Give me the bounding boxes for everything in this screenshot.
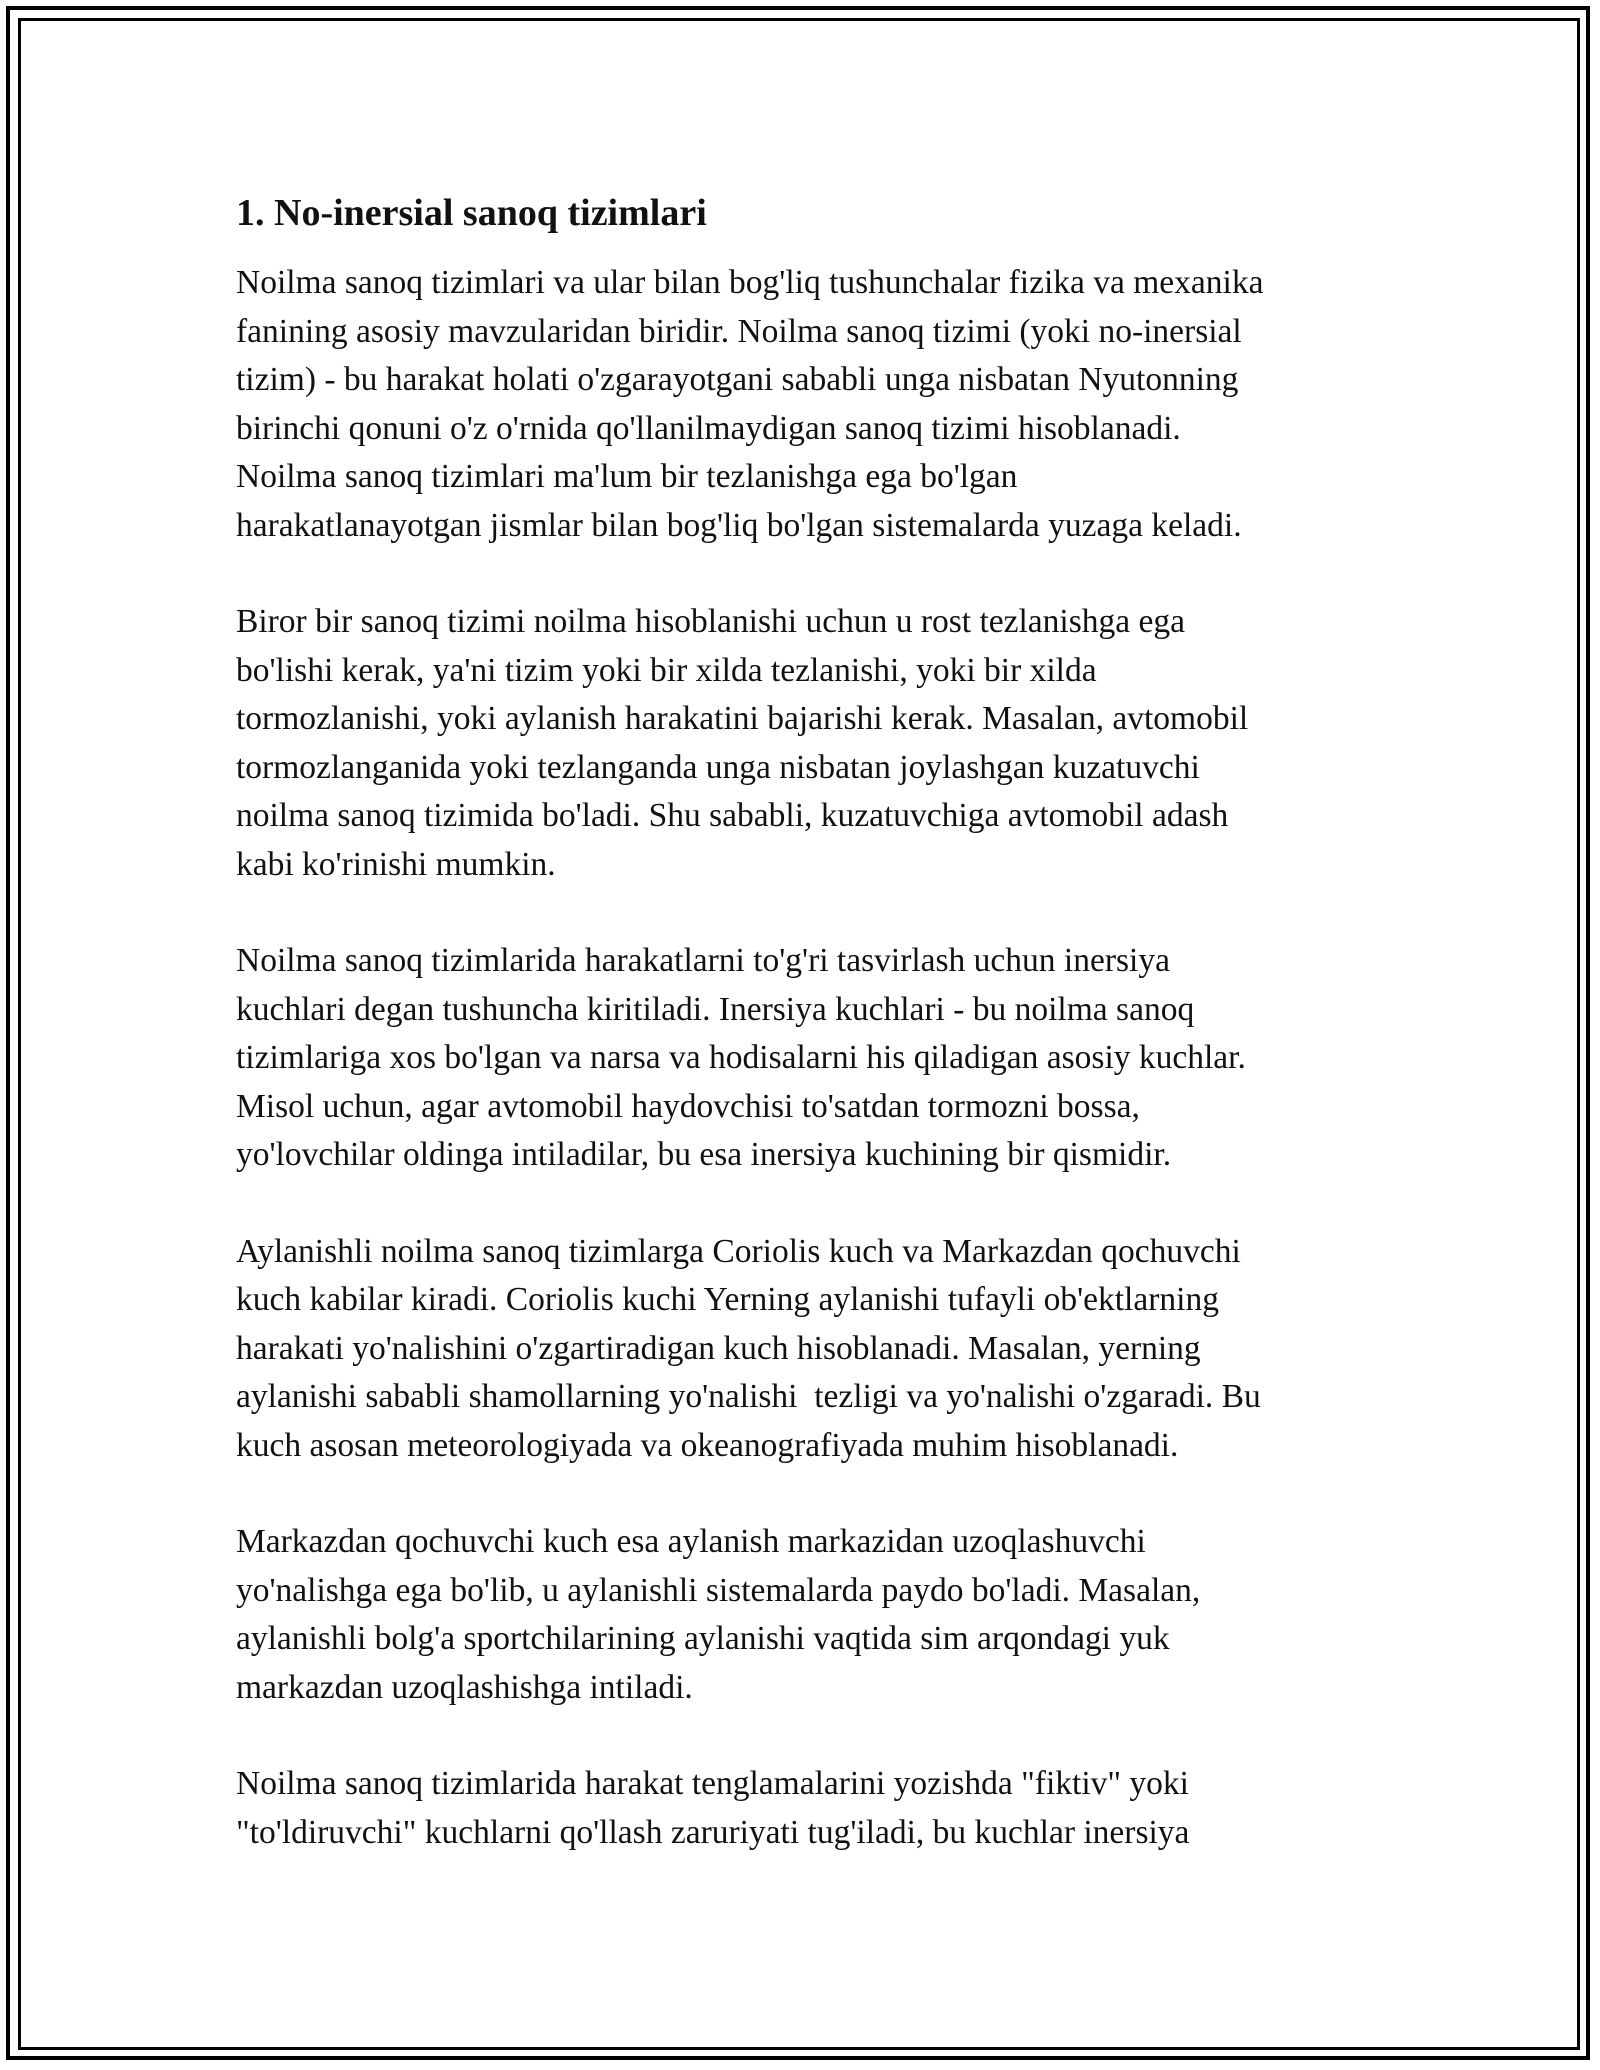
paragraph-line: kuchlari degan tushuncha kiritiladi. Inersiya kuchlari - bu noilma sanoq xyxy=(236,990,1195,1028)
paragraph-line: tizim) - bu harakat holati o'zgarayotgani sababli unga nisbatan Nyutonning xyxy=(236,361,1239,398)
paragraph-line: yo'lovchilar oldinga intiladilar, bu esa inersiya kuchining bir qismidir. xyxy=(236,1136,1172,1173)
paragraph xyxy=(236,1518,1386,1712)
paragraph-line: harakatlanayotgan jismlar bilan bog'liq bo'lgan sistemalarda yuzaga keladi. xyxy=(236,506,1242,544)
paragraph xyxy=(236,259,1386,550)
paragraph-line: kuch kabilar kiradi. Coriolis kuchi Yerning aylanishi tufayli ob'ektlarning xyxy=(236,1281,1219,1318)
paragraph xyxy=(236,1228,1386,1471)
paragraph-line: tormozlanganida yoki tezlanganda unga nisbatan joylashgan kuzatuvchi xyxy=(236,748,1200,786)
paragraph-line: harakati yo'nalishini o'zgartiradigan kuch hisoblanadi. Masalan, yerning xyxy=(236,1329,1201,1367)
document-body xyxy=(236,185,1386,1905)
paragraph-line: markazdan uzoqlashishga intiladi. xyxy=(236,1668,693,1706)
paragraph xyxy=(236,598,1386,889)
paragraph-line: kuch asosan meteorologiyada va okeanografiyada muhim hisoblanadi. xyxy=(236,1426,1179,1464)
section-heading: 1. No-inersial sanoq tizimlari xyxy=(236,192,707,234)
paragraph-line: tormozlanishi, yoki aylanish harakatini bajarishi kerak. Masalan, avtomobil xyxy=(236,700,1249,737)
paragraph-line: Biror bir sanoq tizimi noilma hisoblanishi uchun u rost tezlanishga ega xyxy=(236,603,1185,640)
paragraph-line: yo'nalishga ega bo'lib, u aylanishli sistemalarda paydo bo'ladi. Masalan, xyxy=(236,1571,1201,1609)
paragraph-line: noilma sanoq tizimida bo'ladi. Shu sababli, kuzatuvchiga avtomobil adash xyxy=(236,797,1229,834)
paragraph-line: birinchi qonuni o'z o'rnida qo'llanilmaydigan sanoq tizimi hisoblanadi. xyxy=(236,409,1181,447)
paragraph-line: aylanishi sababli shamollarning yo'nalishi tezligi va yo'nalishi o'zgaradi. Bu xyxy=(236,1378,1261,1415)
paragraph-line: kabi ko'rinishi mumkin. xyxy=(236,845,556,883)
paragraph-line: Aylanishli noilma sanoq tizimlarga Coriolis kuch va Markazdan qochuvchi xyxy=(236,1232,1241,1270)
paragraph-line: Markazdan qochuvchi kuch esa aylanish markazidan uzoqlashuvchi xyxy=(236,1523,1146,1560)
paragraph xyxy=(236,1760,1386,1857)
paragraph-line: "to'ldiruvchi" kuchlarni qo'llash zaruriyati tug'iladi, bu kuchlar inersiya xyxy=(236,1813,1190,1851)
paragraph-line: fanining asosiy mavzularidan biridir. Noilma sanoq tizimi (yoki no-inersial xyxy=(236,312,1242,350)
paragraph xyxy=(236,937,1386,1180)
paragraph-line: Noilma sanoq tizimlari ma'lum bir tezlanishga ega bo'lgan xyxy=(236,458,1018,495)
paragraph-line: aylanishli bolg'a sportchilarining aylanishi vaqtida sim arqondagi yuk xyxy=(236,1620,1170,1657)
paragraph-line: Noilma sanoq tizimlarida harakatlarni to'g'ri tasvirlash uchun inersiya xyxy=(236,942,1170,979)
paragraph-line: tizimlariga xos bo'lgan va narsa va hodisalarni his qiladigan asosiy kuchlar. xyxy=(236,1039,1246,1076)
paragraph-line: bo'lishi kerak, ya'ni tizim yoki bir xilda tezlanishi, yoki bir xilda xyxy=(236,651,1097,689)
paragraph-line: Misol uchun, agar avtomobil haydovchisi to'satdan tormozni bossa, xyxy=(236,1087,1140,1125)
paragraph-line: Noilma sanoq tizimlari va ular bilan bog'liq tushunchalar fizika va mexanika xyxy=(236,264,1264,301)
paragraph-list xyxy=(236,259,1386,1857)
paragraph-line: Noilma sanoq tizimlarida harakat tenglamalarini yozishda "fiktiv" yoki xyxy=(236,1765,1189,1802)
